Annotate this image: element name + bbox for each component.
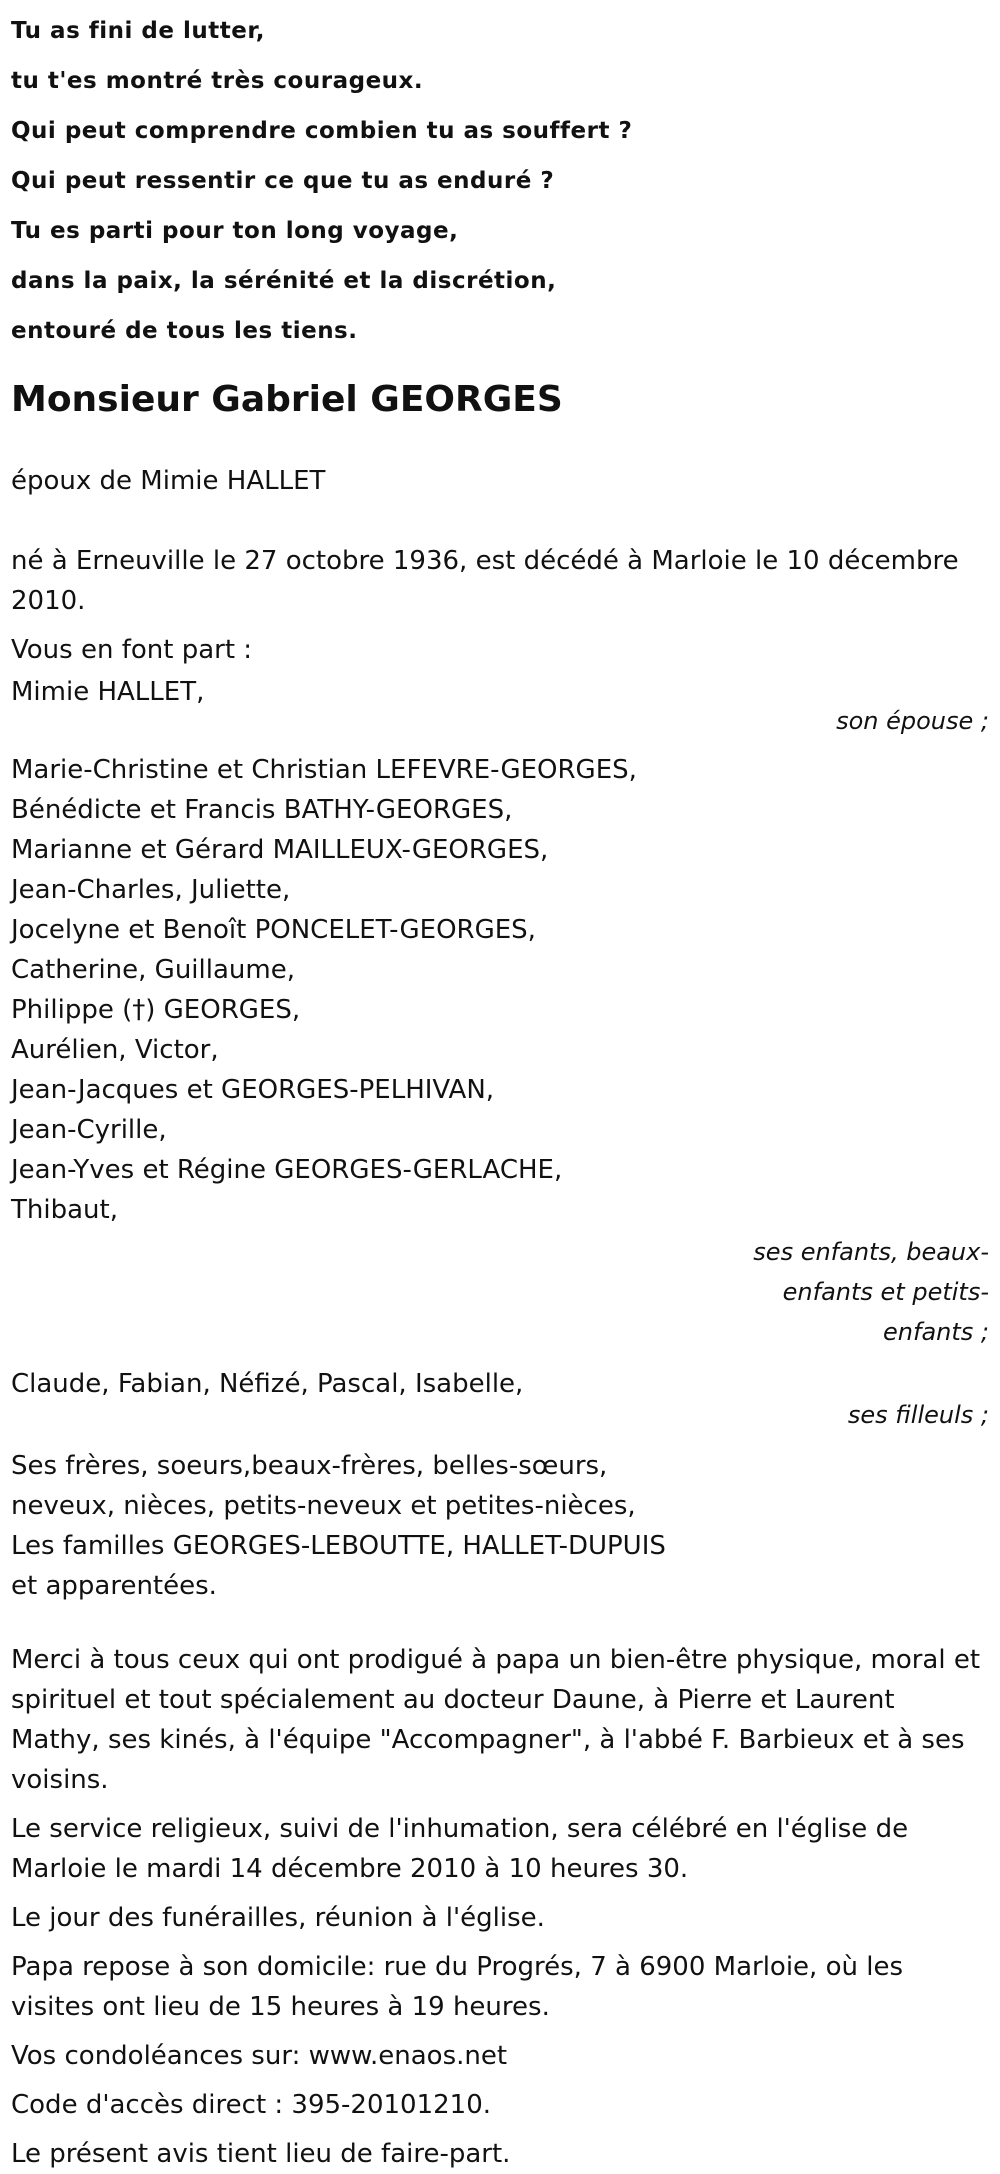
- godchildren-relation: ses filleuls ;: [847, 1401, 989, 1429]
- condolences-line: Vos condoléances sur: www.enaos.net: [11, 2041, 508, 2071]
- birth-death-line: né à Erneuville le 27 octobre 1936, est décédé à Marloie le 10 décembre 2010.: [11, 546, 959, 616]
- list-item: et apparentées.: [11, 1571, 217, 1601]
- list-item: Jean-Charles, Juliette,: [11, 875, 291, 905]
- poem: [11, 0, 989, 356]
- poem-line: entouré de tous les tiens.: [11, 318, 358, 344]
- meeting-paragraph: Le jour des funérailles, réunion à l'église.: [11, 1903, 545, 1933]
- poem-line: Tu as fini de lutter,: [11, 18, 266, 44]
- godchildren-names: Claude, Fabian, Néfizé, Pascal, Isabelle,: [11, 1369, 524, 1399]
- poem-line: Qui peut ressentir ce que tu as enduré ?: [11, 168, 555, 194]
- list-item: Les familles GEORGES-LEBOUTTE, HALLET-DUPUIS: [11, 1531, 666, 1561]
- list-item: Philippe (†) GEORGES,: [11, 995, 301, 1025]
- thanks-paragraph: Merci à tous ceux qui ont prodigué à papa un bien-être physique, moral et spirituel et tout spécialement au docteur Daune, à Pierre et Laurent Mathy, ses kinés, à l'équipe "Accompagner", à l'abbé F. Barbieux et à ses voisins.: [11, 1645, 981, 1795]
- spouse-line: époux de Mimie HALLET: [11, 466, 326, 496]
- deceased-name: Monsieur Gabriel GEORGES: [11, 379, 563, 420]
- list-item: Jean-Yves et Régine GEORGES-GERLACHE,: [11, 1155, 563, 1185]
- poem-line: Tu es parti pour ton long voyage,: [11, 218, 459, 244]
- list-item: Bénédicte et Francis BATHY-GEORGES,: [11, 795, 513, 825]
- list-item: neveux, nièces, petits-neveux et petites-nièces,: [11, 1491, 636, 1521]
- list-item: Jean-Cyrille,: [11, 1115, 167, 1145]
- notice-line: Le présent avis tient lieu de faire-part.: [11, 2139, 511, 2169]
- list-item: Ses frères, soeurs,beaux-frères, belles-sœurs,: [11, 1451, 608, 1481]
- list-item: Catherine, Guillaume,: [11, 955, 295, 985]
- poem-line: dans la paix, la sérénité et la discrétion,: [11, 268, 557, 294]
- poem-line: Qui peut comprendre combien tu as souffert ?: [11, 118, 633, 144]
- poem-line: tu t'es montré très courageux.: [11, 68, 424, 94]
- children-list: [11, 750, 989, 1230]
- list-item: Jocelyne et Benoît PONCELET-GEORGES,: [11, 915, 536, 945]
- list-item: Aurélien, Victor,: [11, 1035, 219, 1065]
- list-item: Thibaut,: [11, 1195, 118, 1225]
- announcement-intro: Vous en font part :: [11, 635, 253, 665]
- spouse-name: Mimie HALLET,: [11, 677, 205, 707]
- family-list: [11, 1446, 989, 1606]
- list-item: Marianne et Gérard MAILLEUX-GEORGES,: [11, 835, 549, 865]
- rest-paragraph: Papa repose à son domicile: rue du Progrés, 7 à 6900 Marloie, où les visites ont lieu de 15 heures à 19 heures.: [11, 1952, 903, 2022]
- spouse-relation: son épouse ;: [836, 707, 989, 735]
- list-item: Jean-Jacques et GEORGES-PELHIVAN,: [11, 1075, 495, 1105]
- access-code-line: Code d'accès direct : 395-20101210.: [11, 2090, 492, 2120]
- list-item: Marie-Christine et Christian LEFEVRE-GEORGES,: [11, 755, 637, 785]
- service-paragraph: Le service religieux, suivi de l'inhumation, sera célébré en l'église de Marloie le mardi 14 décembre 2010 à 10 heures 30.: [11, 1814, 909, 1884]
- children-relation: ses enfants, beaux-enfants et petits-enfants ;: [753, 1238, 989, 1346]
